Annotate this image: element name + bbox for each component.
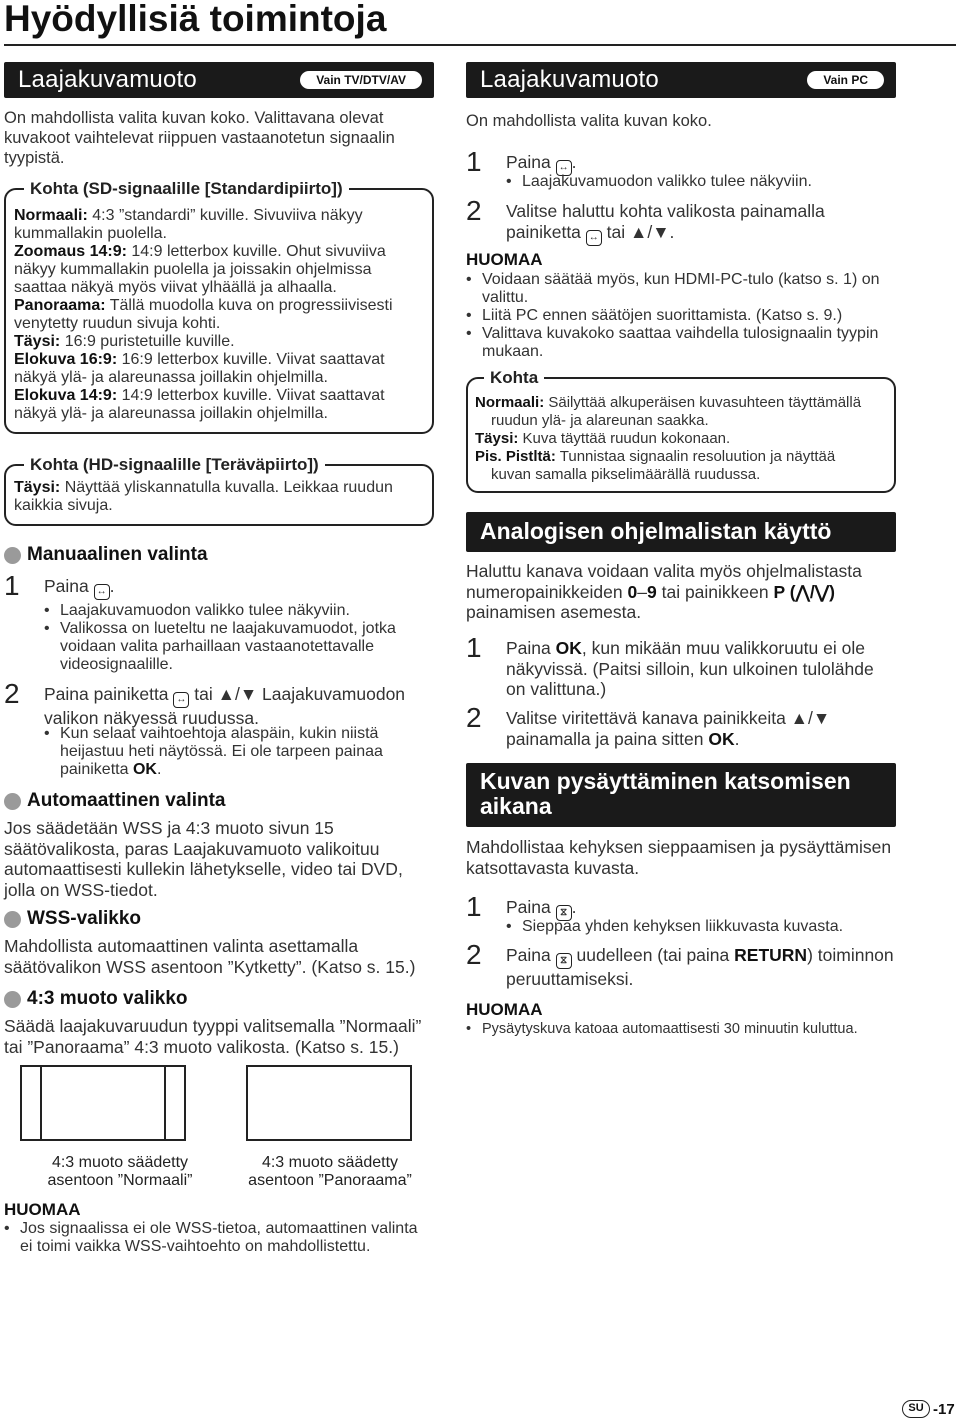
title-rule bbox=[4, 44, 956, 46]
freeze-step2-number: 2 bbox=[466, 939, 482, 970]
analog-step1-text: Paina OK, kun mikään muu valikkoruutu ei ole näkyvissä. (Paitsi silloin, kun ulkoinen tulolähde on valittuna.) bbox=[506, 638, 874, 699]
manual-step1-text: Paina ↔ . bbox=[44, 576, 115, 600]
analog-step1-number: 1 bbox=[466, 632, 482, 663]
hd-items: Täysi: Näyttää yliskannatulla kuvalla. Leikkaa ruudun kaikkia sivuja. bbox=[14, 479, 393, 514]
right-step1-bullet: • Laajakuvamuodon valikko tulee näkyviin. bbox=[506, 173, 812, 191]
page-title: Hyödyllisiä toimintoja bbox=[4, 0, 387, 39]
caption-normal: 4:3 muoto säädetty asentoon ”Normaali” bbox=[47, 1154, 193, 1189]
ratio-text: Säädä laajakuvaruudun tyyppi valitsemalla ”Normaali” tai ”Panoraama” 4:3 muoto valikosta. (Katso s. 15.) bbox=[4, 1016, 422, 1057]
right-intro: On mahdollista valita kuvan koko. bbox=[466, 112, 712, 130]
availability-badge: Vain TV/DTV/AV bbox=[300, 71, 422, 89]
left-section-header bbox=[4, 62, 434, 98]
page-number: -17 bbox=[933, 1401, 955, 1418]
widescreen-button-icon: ↔ bbox=[94, 584, 110, 600]
screen-panorama-illustration bbox=[246, 1065, 412, 1141]
sd-item-elokuva169: Elokuva 16:9: 16:9 letterbox kuville. Viivat saattavat bbox=[14, 351, 385, 368]
analog-section-header: Analogisen ohjelmalistan käyttö bbox=[466, 512, 896, 552]
freeze-step1-text: Paina ⧖ . bbox=[506, 897, 577, 921]
sd-items: Normaali: 4:3 ”standardi” kuville. Sivuviiva näkyy kummallakin puolella. Zoomaus 14:9: 14:9 letterbox kuville. Ohut sivuviiva näkyy kummallakin puolella ja joissakin ohjelmissa saattaa näkyä myös viivat ylhäällä ja alhaalla. Panoraama: Tällä muodolla kuva on progressiivisesti venytetty ruudun sivuja kohti. Täysi: 16:9 puristetuille kuville. Elokuva 16:9: 16:9 letterbox kuville. Viivat saattavat näkyä ylä- ja alareunassa joillakin ohjelmilla. Elokuva 14:9: 14:9 letterbox kuville. Viivat saattavat näkyä ylä- ja alareunassa joillakin ohjelmilla. bbox=[14, 207, 430, 423]
pc-box-legend: Kohta bbox=[484, 368, 544, 388]
sd-item-zoomaus: Zoomaus 14:9: 14:9 letterbox kuville. Ohut sivuviiva bbox=[14, 243, 386, 260]
manual-step1-bullets: • Laajakuvamuodon valikko tulee näkyviin. • Valikossa on lueteltu ne laajakuvamuodot, jotka voidaan valita parhaillaan vastaanotettavalle videosignaalille. bbox=[44, 602, 436, 674]
pc-box-items: Normaali: Säilyttää alkuperäisen kuvasuhteen täyttämällä ruudun ylä- ja alareunan saakka. Täysi: Kuva täyttää ruudun kokonaan. Pis. Pistltä: Tunnistaa signaalin resoluution ja näyttää kuvan samalla pikselimäärällä ruudussa. bbox=[475, 394, 862, 483]
sd-item-elokuva149: Elokuva 14:9: 14:9 letterbox kuville. Viivat saattavat bbox=[14, 387, 385, 404]
sd-item-panoraama: Panoraama: Tällä muodolla kuva on progressiivisesti bbox=[14, 297, 393, 314]
analog-step2-number: 2 bbox=[466, 702, 482, 733]
manual-step2-text: Paina painiketta ↔ tai ▲/▼ Laajakuvamuodon valikon näkyessä ruudussa. bbox=[44, 684, 406, 728]
freeze-step1-bullet: • Sieppaa yhden kehyksen liikkuvasta kuvasta. bbox=[506, 918, 843, 936]
language-badge: SU bbox=[902, 1400, 930, 1418]
screen-normal-illustration bbox=[20, 1065, 186, 1141]
section-title: Laajakuvamuoto bbox=[18, 66, 197, 93]
analog-intro: Haluttu kanava voidaan valita myös ohjelmalistasta numeropainikkeiden 0–9 tai painikkeen P (⋀/⋁) painamisen asemesta. bbox=[466, 561, 862, 622]
freeze-note-text: • Pysäytyskuva katoaa automaattisesti 30 minuutin kuluttua. bbox=[466, 1020, 906, 1038]
wss-heading: WSS-valikko bbox=[4, 908, 141, 930]
widescreen-button-icon: ↔ bbox=[556, 160, 572, 176]
left-note-text: • Jos signaalissa ei ole WSS-tietoa, automaattinen valinta ei toimi vaikka WSS-vaihtoehto on mahdollistettu. bbox=[4, 1220, 444, 1256]
manual-step2-number: 2 bbox=[4, 678, 20, 709]
ratio-heading: 4:3 muoto valikko bbox=[4, 988, 188, 1010]
sd-item-normaali: Normaali: 4:3 ”standardi” kuville. Sivuviiva näkyy bbox=[14, 207, 363, 224]
section-title: Laajakuvamuoto bbox=[480, 66, 659, 93]
right-step2-text: Valitse haluttu kohta valikosta painamalla painiketta ↔ tai ▲/▼. bbox=[506, 201, 898, 246]
caption-panorama: 4:3 muoto säädetty asentoon ”Panoraama” bbox=[248, 1154, 412, 1189]
freeze-button-icon: ⧖ bbox=[556, 905, 572, 921]
right-note-heading: HUOMAA bbox=[466, 250, 543, 269]
auto-text: Jos säädetään WSS ja 4:3 muoto sivun 15 säätövalikosta, paras Laajakuvamuoto valikoituu automaattisesti kullekin lähetykselle, video tai DVD, jolla on WSS-tiedot. bbox=[4, 818, 403, 900]
right-step1-text: Paina ↔ . bbox=[506, 152, 577, 176]
manual-heading: Manuaalinen valinta bbox=[4, 544, 208, 566]
freeze-step2-text: Paina ⧖ uudelleen (tai paina RETURN) toiminnon peruuttamiseksi. bbox=[506, 945, 894, 989]
freeze-step1-number: 1 bbox=[466, 891, 482, 922]
bullet-dot-icon bbox=[4, 991, 21, 1008]
widescreen-button-icon: ↔ bbox=[586, 230, 602, 246]
right-note-bullets: • Voidaan säätää myös, kun HDMI-PC-tulo (katso s. 1) on valittu. • Liitä PC ennen säätöjen suorittamista. (Katso s. 9.) • Valittava kuvakoko saattaa vaihdella tulosignaalin tyypin mukaan. bbox=[466, 271, 906, 361]
widescreen-button-icon: ↔ bbox=[173, 692, 189, 708]
right-step1-number: 1 bbox=[466, 146, 482, 177]
analog-step2-text: Valitse viritettävä kanava painikkeita ▲/▼ painamalla ja paina sitten OK. bbox=[506, 708, 831, 749]
bullet-dot-icon bbox=[4, 911, 21, 928]
freeze-note-heading: HUOMAA bbox=[466, 1000, 543, 1019]
hd-box-legend: Kohta (HD-signaalille [Teräväpiirto]) bbox=[24, 455, 325, 475]
freeze-section-header: Kuvan pysäyttäminen katsomisen aikana bbox=[466, 763, 896, 827]
left-note-heading: HUOMAA bbox=[4, 1200, 81, 1219]
manual-step1-number: 1 bbox=[4, 570, 20, 601]
availability-badge: Vain PC bbox=[807, 71, 884, 89]
wss-text: Mahdollista automaattinen valinta asettamalla säätövalikon WSS asentoon ”Kytketty”. (Katso s. 15.) bbox=[4, 936, 416, 977]
right-step2-number: 2 bbox=[466, 195, 482, 226]
bullet-dot-icon bbox=[4, 793, 21, 810]
auto-heading: Automaattinen valinta bbox=[4, 790, 225, 812]
left-intro: On mahdollista valita kuvan koko. Valittavana olevat kuvakoot vaihtelevat riippuen vastaanotetun signaalin tyypistä. bbox=[4, 109, 395, 167]
freeze-intro: Mahdollistaa kehyksen sieppaamisen ja pysäyttämisen katsottavasta kuvasta. bbox=[466, 837, 892, 878]
sd-item-taysi: Täysi: 16:9 puristetuille kuville. bbox=[14, 333, 235, 350]
sd-box-legend: Kohta (SD-signaalille [Standardipiirto]) bbox=[24, 179, 349, 199]
bullet-dot-icon bbox=[4, 547, 21, 564]
freeze-button-icon: ⧖ bbox=[556, 953, 572, 969]
right-section-header bbox=[466, 62, 896, 98]
manual-step2-bullets: • Kun selaat vaihtoehtoja alaspäin, kukin niistä heijastuu heti näytössä. Ei ole tarpeen painaa painiketta OK. bbox=[44, 725, 436, 779]
